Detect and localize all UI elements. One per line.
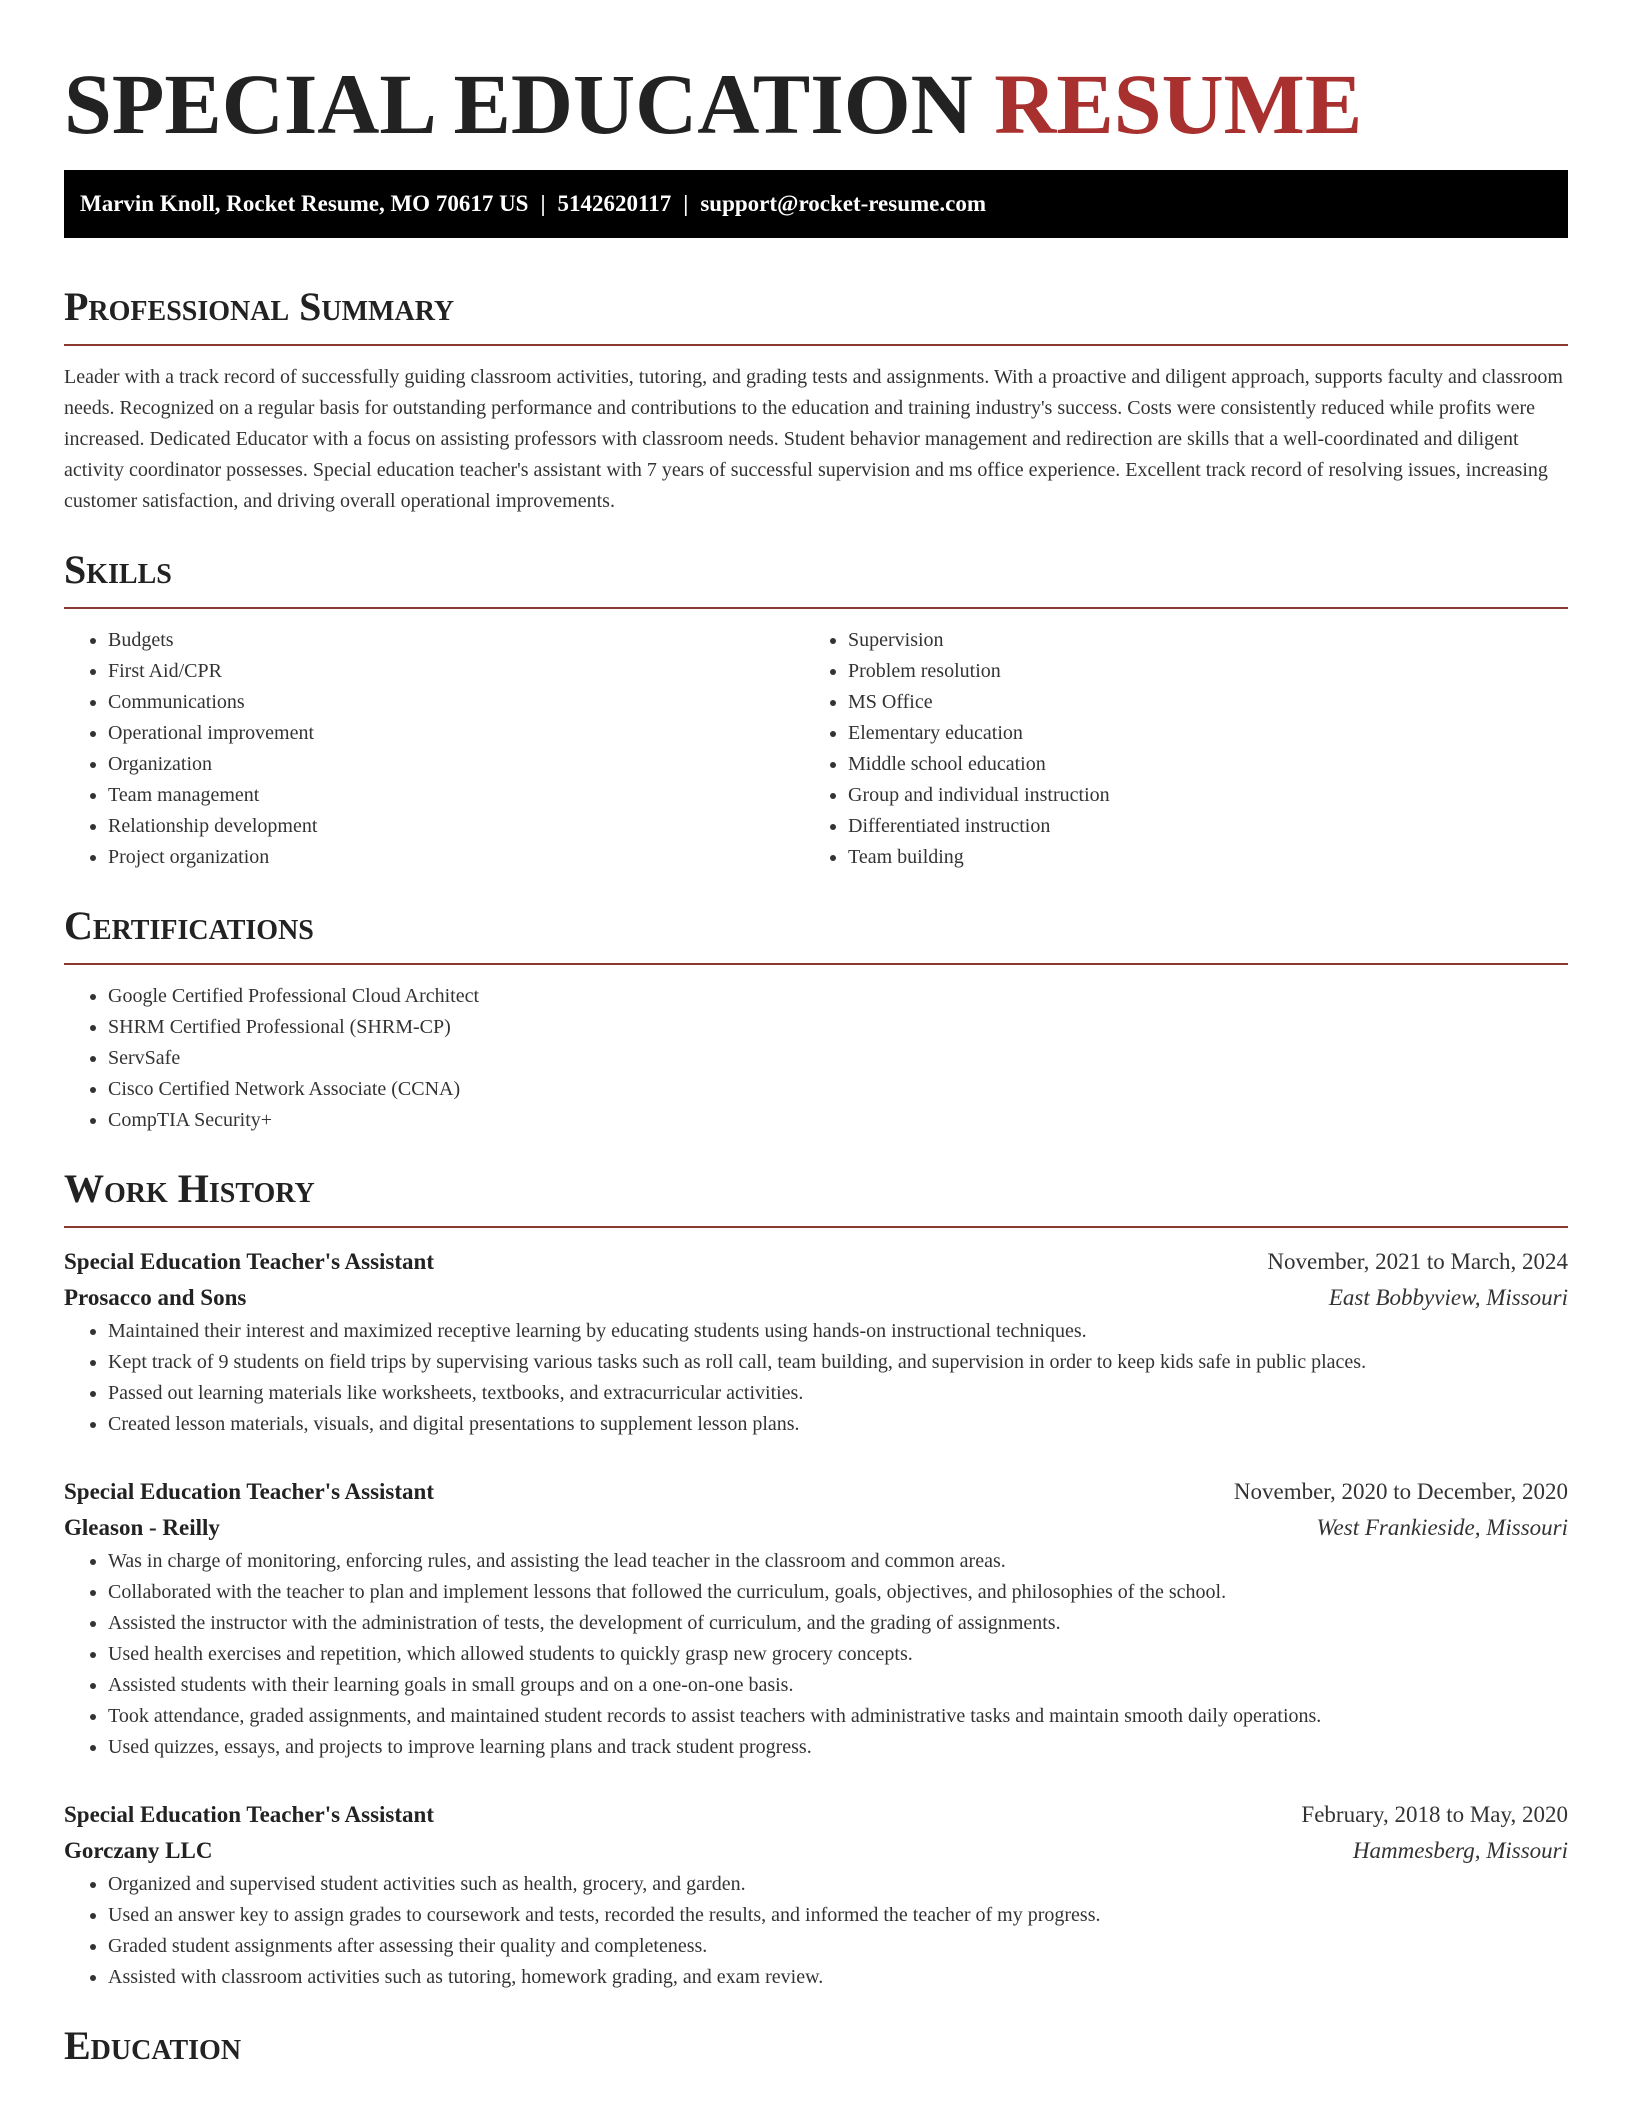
job-entry [64, 1244, 1568, 1440]
job-duty: • Organized and supervised student activities such as health, grocery, and garden. [108, 1869, 1568, 1900]
summary-text: Leader with a track record of successfully guiding classroom activities, tutoring, and grading tests and assignments. With a proactive and diligent approach, supports faculty and classroom needs. Recognized on a regular basis for outstanding performance and contributions to the education and training industry's success. Costs were consistently reduced while profits were increased. Dedicated Educator with a focus on assisting professors with classroom needs. Student behavior management and redirection are skills that a well-coordinated and diligent activity coordinator possesses. Special education teacher's assistant with 7 years of successful supervision and ms office experience. Excellent track record of resolving issues, increasing customer satisfaction, and driving overall operational improvements. [64, 366, 1563, 512]
title-main: SPECIAL EDUCATION [64, 56, 973, 152]
certifications-list [64, 981, 1568, 1136]
job-duty: • Took attendance, graded assignments, and maintained student records to assist teachers with administrative tasks and maintain smooth daily operations. [108, 1701, 1568, 1732]
summary-section [64, 284, 1568, 517]
skill-item: • Communications [108, 687, 804, 718]
job-entry [64, 1797, 1568, 1993]
job-company-row [64, 1510, 1568, 1546]
job-location: West Frankieside, Missouri [1316, 1515, 1568, 1540]
skill-item: • Elementary education [848, 718, 1544, 749]
section-divider [64, 344, 1568, 346]
contact-email[interactable]: support@rocket-resume.com [700, 191, 986, 216]
skill-item: • Team management [108, 780, 804, 811]
skills-column-right [804, 625, 1544, 873]
contact-separator: | [540, 191, 546, 216]
job-duties-list [64, 1546, 1568, 1763]
certification-item: • SHRM Certified Professional (SHRM-CP) [108, 1012, 1568, 1043]
skill-item: • Middle school education [848, 749, 1544, 780]
skills-section [64, 547, 1568, 873]
work-history-section [64, 1166, 1568, 1993]
job-company-row [64, 1280, 1568, 1316]
certification-item: • CompTIA Security+ [108, 1105, 1568, 1136]
skill-item: • Differentiated instruction [848, 811, 1544, 842]
contact-separator: | [683, 191, 689, 216]
job-location: East Bobbyview, Missouri [1328, 1285, 1568, 1310]
contact-phone[interactable]: 5142620117 [557, 191, 672, 216]
skill-item: • Budgets [108, 625, 804, 656]
job-duty: • Used quizzes, essays, and projects to improve learning plans and track student progress. [108, 1732, 1568, 1763]
job-entry [64, 1474, 1568, 1763]
section-divider [64, 607, 1568, 609]
certifications-section [64, 903, 1568, 1136]
job-duty: • Assisted with classroom activities such as tutoring, homework grading, and exam review. [108, 1962, 1568, 1993]
job-header-row [64, 1474, 1568, 1510]
job-company: Prosacco and Sons [64, 1285, 247, 1310]
job-title: Special Education Teacher's Assistant [64, 1802, 434, 1827]
skills-list-right [804, 625, 1544, 873]
education-heading: Education [64, 2023, 242, 2068]
skill-item: • Group and individual instruction [848, 780, 1544, 811]
job-duty: • Maintained their interest and maximized receptive learning by educating students using hands-on instructional techniques. [108, 1316, 1568, 1347]
job-company: Gleason - Reilly [64, 1515, 220, 1540]
job-dates: February, 2018 to May, 2020 [1301, 1802, 1568, 1827]
job-duty: • Collaborated with the teacher to plan and implement lessons that followed the curriculum, goals, objectives, and philosophies of the school. [108, 1577, 1568, 1608]
job-location: Hammesberg, Missouri [1352, 1838, 1568, 1863]
skill-item: • Team building [848, 842, 1544, 873]
contact-bar [64, 170, 1568, 238]
skills-list-left [64, 625, 804, 873]
job-duty: • Passed out learning materials like worksheets, textbooks, and extracurricular activities. [108, 1378, 1568, 1409]
skill-item: • Organization [108, 749, 804, 780]
skills-columns [64, 625, 1568, 873]
job-dates: November, 2021 to March, 2024 [1267, 1249, 1568, 1274]
summary-heading: Professional Summary [64, 284, 455, 329]
job-duty: • Assisted the instructor with the administration of tests, the development of curriculum, and the grading of assignments. [108, 1608, 1568, 1639]
job-title: Special Education Teacher's Assistant [64, 1479, 434, 1504]
skill-item: • First Aid/CPR [108, 656, 804, 687]
certification-item: • ServSafe [108, 1043, 1568, 1074]
skill-item: • Problem resolution [848, 656, 1544, 687]
title-accent: RESUME [994, 56, 1363, 152]
job-duty: • Kept track of 9 students on field trips by supervising various tasks such as roll call, team building, and supervision in order to keep kids safe in public places. [108, 1347, 1568, 1378]
job-duty: • Used health exercises and repetition, which allowed students to quickly grasp new grocery concepts. [108, 1639, 1568, 1670]
contact-address: Marvin Knoll, Rocket Resume, MO 70617 US [80, 191, 529, 216]
certifications-heading: Certifications [64, 903, 314, 948]
section-divider [64, 963, 1568, 965]
section-divider [64, 1226, 1568, 1228]
job-duty: • Created lesson materials, visuals, and digital presentations to supplement lesson plans. [108, 1409, 1568, 1440]
job-duty: • Was in charge of monitoring, enforcing rules, and assisting the lead teacher in the classroom and common areas. [108, 1546, 1568, 1577]
skill-item: • Supervision [848, 625, 1544, 656]
job-duty: • Graded student assignments after assessing their quality and completeness. [108, 1931, 1568, 1962]
resume-page [64, 0, 1568, 2069]
skill-item: • Project organization [108, 842, 804, 873]
job-duties-list [64, 1316, 1568, 1440]
job-duties-list [64, 1869, 1568, 1993]
job-company-row [64, 1833, 1568, 1869]
skills-heading: Skills [64, 547, 172, 592]
skill-item: • Relationship development [108, 811, 804, 842]
job-duty: • Used an answer key to assign grades to coursework and tests, recorded the results, and informed the teacher of my progress. [108, 1900, 1568, 1931]
skill-item: • Operational improvement [108, 718, 804, 749]
job-header-row [64, 1797, 1568, 1833]
job-title: Special Education Teacher's Assistant [64, 1249, 434, 1274]
skills-column-left [64, 625, 804, 873]
education-section [64, 2023, 1568, 2069]
certification-item: • Cisco Certified Network Associate (CCNA) [108, 1074, 1568, 1105]
skill-item: • MS Office [848, 687, 1544, 718]
work-history-heading: Work History [64, 1166, 315, 1211]
certification-item: • Google Certified Professional Cloud Architect [108, 981, 1568, 1012]
job-duty: • Assisted students with their learning goals in small groups and on a one-on-one basis. [108, 1670, 1568, 1701]
job-dates: November, 2020 to December, 2020 [1233, 1479, 1568, 1504]
job-company: Gorczany LLC [64, 1838, 213, 1863]
resume-title [64, 58, 1568, 150]
job-header-row [64, 1244, 1568, 1280]
